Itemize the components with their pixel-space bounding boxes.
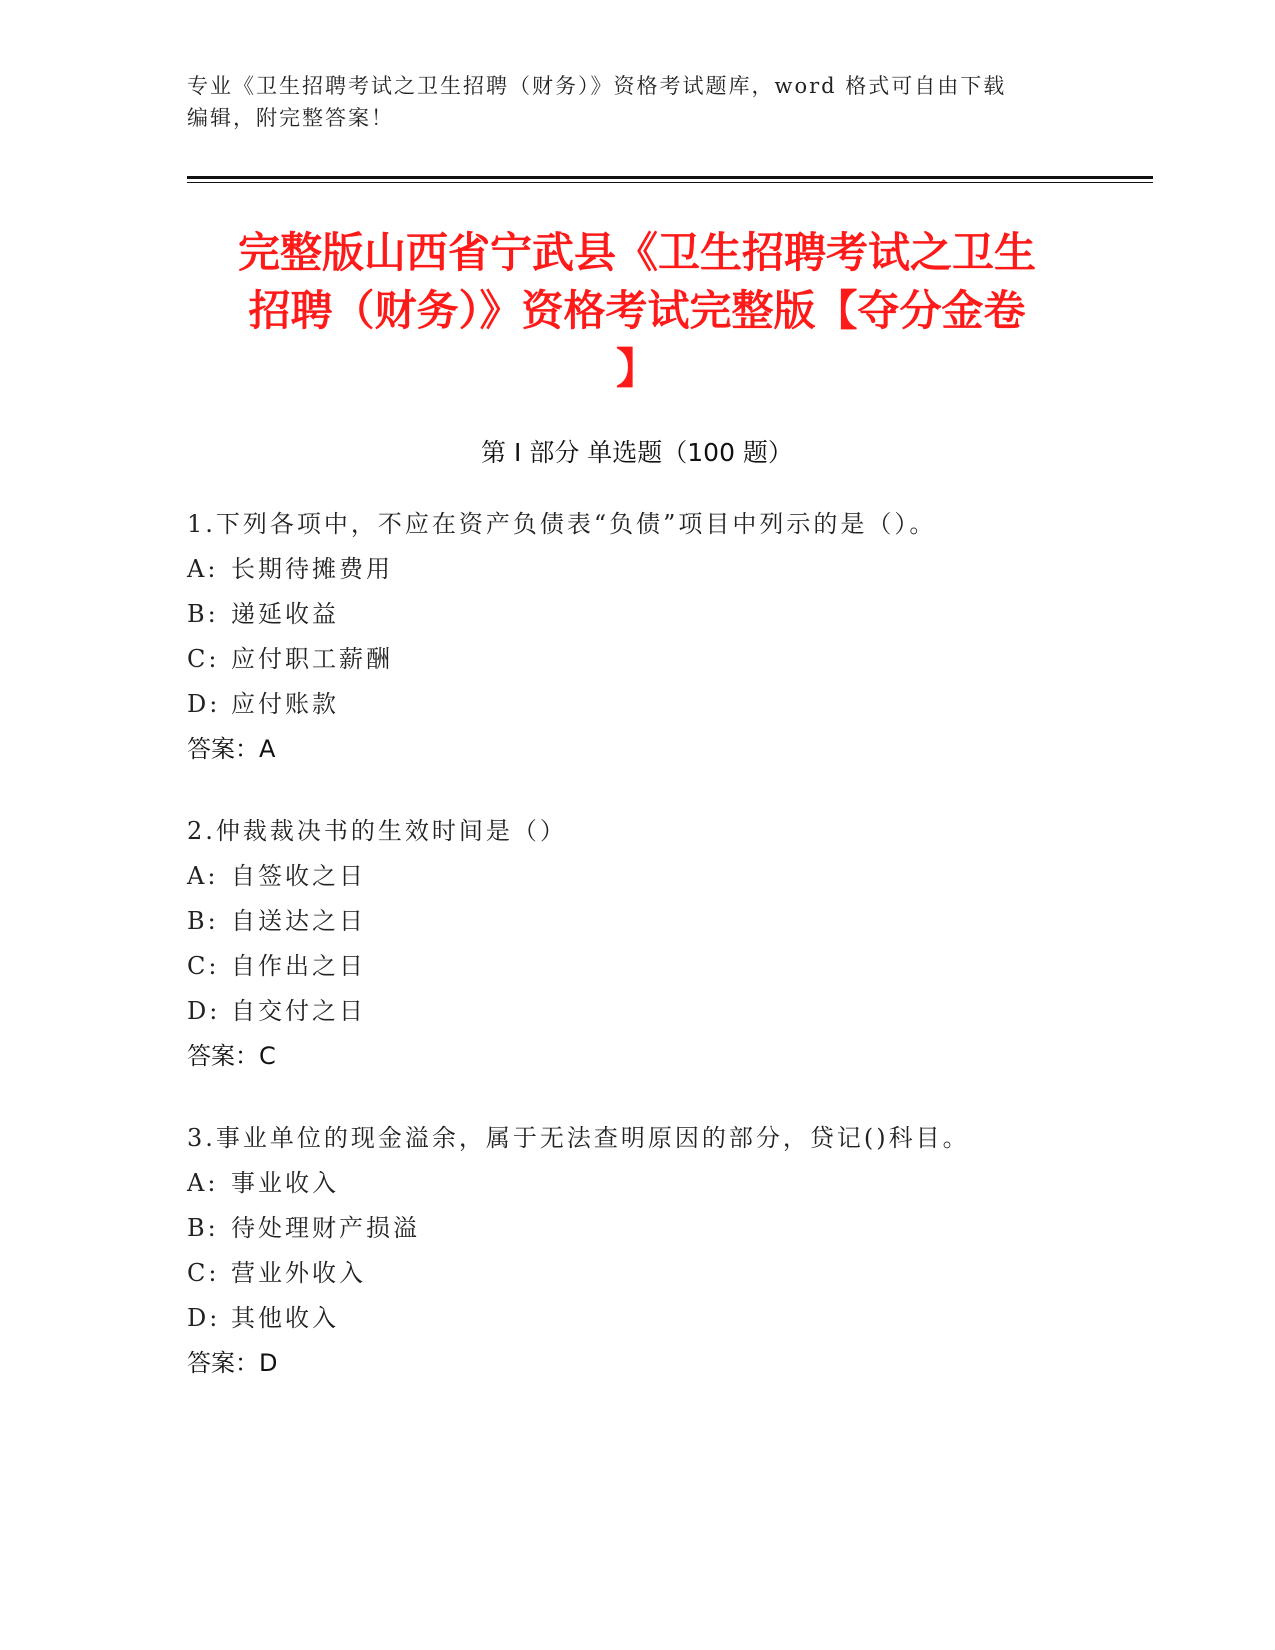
option-key: B: (187, 600, 219, 628)
option-key: A: (187, 1169, 219, 1197)
option-text: 自作出之日 (231, 952, 366, 980)
section-title: 第 I 部分 单选题（100 题） (481, 438, 793, 467)
option-text: 其他收入 (231, 1304, 339, 1332)
option-b (187, 1206, 1187, 1251)
option-text: 长期待摊费用 (231, 555, 393, 583)
option-key: D: (187, 690, 221, 718)
header-note (187, 70, 1087, 134)
option-text: 营业外收入 (231, 1259, 366, 1287)
option-c (187, 637, 1187, 682)
option-a (187, 854, 1187, 899)
option-a (187, 1161, 1187, 1206)
option-b (187, 899, 1187, 944)
header-note-line-2: 编辑，附完整答案！ (187, 106, 394, 130)
question-2 (187, 809, 1187, 1079)
answer: 答案：D (187, 1349, 278, 1377)
option-text: 自签收之日 (231, 862, 366, 890)
option-key: C: (187, 952, 220, 980)
question-stem: 3.事业单位的现金溢余，属于无法查明原因的部分，贷记()科目。 (187, 1124, 970, 1152)
answer: 答案：C (187, 1042, 276, 1070)
option-key: C: (187, 1259, 220, 1287)
question-stem: 2.仲裁裁决书的生效时间是（） (187, 817, 567, 845)
question-stem: 1.下列各项中，不应在资产负债表“负债”项目中列示的是（）。 (187, 510, 937, 538)
option-d (187, 682, 1187, 727)
header-note-line-1: 专业《卫生招聘考试之卫生招聘（财务）》资格考试题库，word 格式可自由下载 (187, 74, 1007, 98)
option-text: 自交付之日 (231, 997, 366, 1025)
option-key: B: (187, 1214, 219, 1242)
option-text: 自送达之日 (231, 907, 366, 935)
option-d (187, 1296, 1187, 1341)
option-c (187, 1251, 1187, 1296)
option-text: 应付账款 (231, 690, 339, 718)
option-b (187, 592, 1187, 637)
option-key: C: (187, 645, 220, 673)
answer: 答案：A (187, 735, 276, 763)
document-title (187, 224, 1087, 398)
document-title-line-1: 完整版山西省宁武县《卫生招聘考试之卫生 (237, 228, 1036, 277)
document-title-line-3: 】 (615, 344, 658, 393)
option-text: 应付职工薪酬 (231, 645, 393, 673)
document-title-line-2: 招聘（财务）》资格考试完整版【夺分金卷 (248, 286, 1026, 335)
option-text: 待处理财产损溢 (231, 1214, 420, 1242)
option-key: A: (187, 555, 219, 583)
question-1 (187, 502, 1187, 772)
question-3 (187, 1116, 1187, 1386)
option-key: B: (187, 907, 219, 935)
option-a (187, 547, 1187, 592)
option-c (187, 944, 1187, 989)
option-text: 事业收入 (231, 1169, 339, 1197)
option-text: 递延收益 (231, 600, 339, 628)
option-key: D: (187, 1304, 221, 1332)
header-divider-thin (187, 182, 1153, 183)
option-key: D: (187, 997, 221, 1025)
option-d (187, 989, 1187, 1034)
option-key: A: (187, 862, 219, 890)
header-divider-thick (187, 176, 1153, 179)
